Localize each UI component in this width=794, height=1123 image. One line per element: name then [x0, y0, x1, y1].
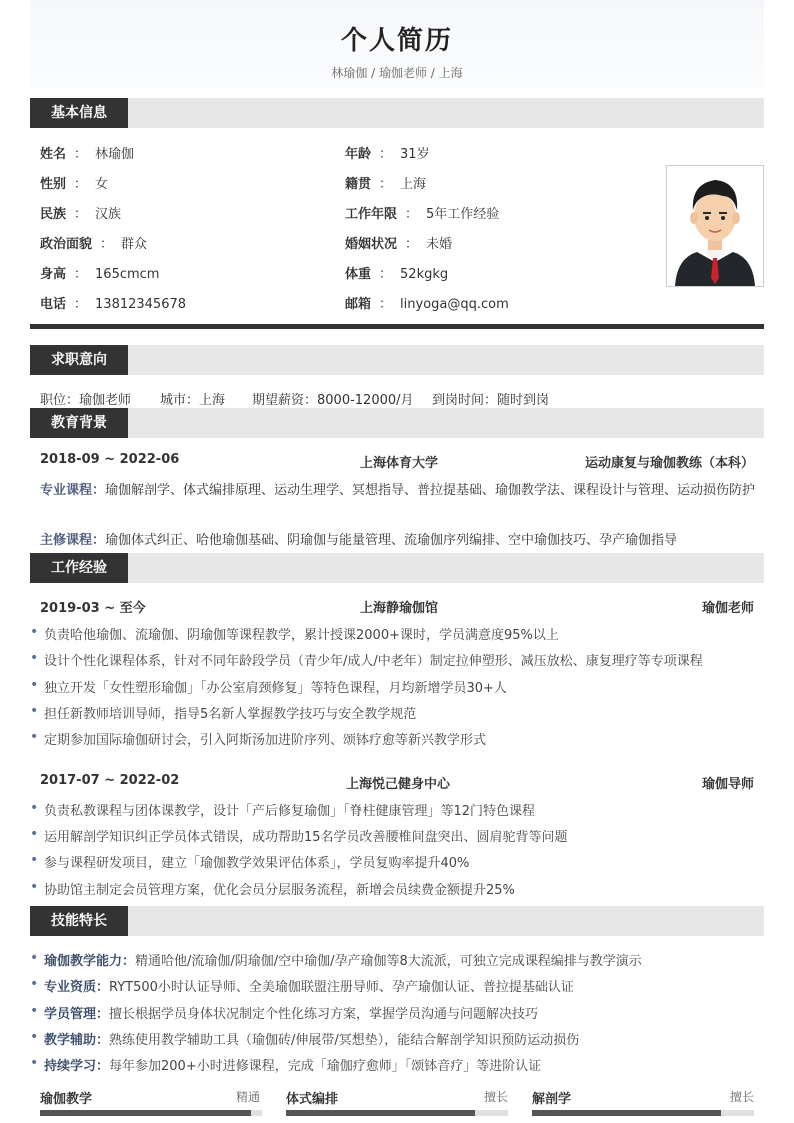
- resume-page: [30, 0, 764, 1123]
- skill-item: [44, 950, 642, 969]
- skill-item: [44, 976, 574, 995]
- info-row-political: [40, 233, 147, 252]
- info-value: 未婚: [426, 237, 453, 252]
- skill-item: [44, 1029, 579, 1048]
- job-item: • 设计个性化课程体系，针对不同年龄段学员（青少年/成人/中老年）制定拉伸塑形、减压放松、康复理疗等专项课程: [44, 650, 703, 669]
- skill-label: 持续学习：: [44, 1059, 110, 1074]
- skill-label: 教学辅助：: [44, 1033, 110, 1048]
- info-label: 政治面貌: [40, 237, 93, 252]
- info-label: 工作年限: [345, 207, 398, 222]
- job-role: 瑜伽导师: [701, 777, 754, 792]
- info-value: 165cmcm: [95, 267, 160, 282]
- skill-item: [44, 1055, 541, 1074]
- skill-bar-level: 精通: [236, 1090, 261, 1104]
- edu-main: [40, 529, 764, 548]
- info-colon: ：: [74, 177, 88, 192]
- skill-text: RYT500小时认证导师、全美瑜伽联盟注册导师、孕产瑜伽认证、普拉提基础认证: [109, 980, 574, 995]
- skill-text: 熟练使用教学辅助工具（瑜伽砖/伸展带/冥想垫），能结合解剖学知识预防运动损伤: [109, 1033, 580, 1048]
- info-value: 汉族: [95, 207, 122, 222]
- skill-bar-name: 瑜伽教学: [40, 1092, 93, 1107]
- section-intent: [30, 345, 764, 375]
- skill-bar-fill: [286, 1110, 475, 1116]
- job-item: • 担任新教师培训导师，指导5名新人掌握教学技巧与安全教学规范: [44, 703, 416, 722]
- job-period: 2019-03 ~ 至今: [40, 601, 146, 616]
- intent-arrival: 到岗时间：随时到岗: [432, 393, 550, 408]
- info-colon: ：: [379, 147, 393, 162]
- info-row-name: [40, 143, 134, 162]
- info-row-gender: [40, 173, 108, 192]
- info-value: 林瑜伽: [95, 147, 135, 162]
- skill-text: 精通哈他/流瑜伽/阴瑜伽/空中瑜伽/孕产瑜伽等8大流派，可独立完成课程编排与教学演示: [135, 954, 642, 969]
- skill-label: 学员管理：: [44, 1007, 110, 1022]
- info-value: 13812345678: [95, 297, 187, 312]
- info-label: 体重: [345, 267, 372, 282]
- info-label: 籍贯: [345, 177, 372, 192]
- skill-bar-name: 体式编排: [286, 1092, 339, 1107]
- info-value: 31岁: [400, 147, 430, 162]
- edu-main-label: 主修课程：: [40, 533, 106, 548]
- skill-bar-track: [286, 1110, 508, 1116]
- info-row-phone: [40, 293, 186, 312]
- job-item: • 负责私教课程与团体课教学，设计「产后修复瑜伽」「脊柱健康管理」等12门特色课程: [44, 800, 535, 819]
- page-subtitle: 林瑜伽 / 瑜伽老师 / 上海: [331, 66, 463, 80]
- edu-school: 上海体育大学: [360, 456, 439, 471]
- avatar: [666, 165, 764, 287]
- intent-position: 职位：瑜伽老师: [40, 393, 132, 408]
- skill-label: 瑜伽教学能力：: [44, 954, 136, 969]
- skill-bar-level: 擅长: [484, 1090, 509, 1104]
- edu-major: 运动康复与瑜伽教练（本科）: [584, 456, 754, 471]
- avatar-illustration: [667, 166, 763, 286]
- skill-bar-fill: [40, 1110, 251, 1116]
- info-colon: ：: [379, 297, 393, 312]
- section-education: [30, 408, 764, 438]
- info-label: 电话: [40, 297, 67, 312]
- job-role: 瑜伽老师: [701, 601, 754, 616]
- job-item: • 参与课程研发项目，建立「瑜伽教学效果评估体系」，学员复购率提升40%: [44, 852, 469, 871]
- skill-text: 每年参加200+小时进修课程，完成「瑜伽疗愈师」「颂钵音疗」等进阶认证: [109, 1059, 542, 1074]
- info-row-height: [40, 263, 159, 282]
- divider: [30, 324, 764, 329]
- info-value: 52kgkg: [400, 267, 449, 282]
- info-label: 婚姻状况: [345, 237, 398, 252]
- info-colon: ：: [74, 207, 88, 222]
- intent-salary: 期望薪资：8000-12000/月: [252, 393, 414, 408]
- job-item: • 负责哈他瑜伽、流瑜伽、阴瑜伽等课程教学，累计授课2000+课时，学员满意度95%以上: [44, 624, 559, 643]
- job-company: 上海悦己健身中心: [346, 777, 451, 792]
- skill-bar-level: 擅长: [730, 1090, 755, 1104]
- section-work: [30, 553, 764, 583]
- info-row-weight: [345, 263, 448, 282]
- info-row-ethnicity: [40, 203, 121, 222]
- info-colon: ：: [74, 267, 88, 282]
- edu-period: 2018-09 ~ 2022-06: [40, 452, 180, 467]
- job-company: 上海静瑜伽馆: [360, 601, 439, 616]
- info-label: 身高: [40, 267, 67, 282]
- info-colon: ：: [405, 207, 419, 222]
- edu-main-text: 瑜伽体式纠正、哈他瑜伽基础、阴瑜伽与能量管理、流瑜伽序列编排、空中瑜伽技巧、孕产瑜伽指导: [105, 533, 678, 548]
- page-title: 个人简历: [340, 26, 453, 56]
- skill-bar-track: [40, 1110, 262, 1116]
- info-value: 群众: [121, 237, 148, 252]
- section-title-intent: 求职意向: [30, 345, 128, 375]
- job-period: 2017-07 ~ 2022-02: [40, 773, 180, 788]
- section-title-education: 教育背景: [30, 408, 128, 438]
- job-item: • 运用解剖学知识纠正学员体式错误，成功帮助15名学员改善腰椎间盘突出、圆肩驼背等问题: [44, 826, 568, 845]
- info-label: 邮箱: [345, 297, 372, 312]
- section-title-skills: 技能特长: [30, 906, 128, 936]
- job-item: • 协助馆主制定会员管理方案，优化会员分层服务流程，新增会员续费金额提升25%: [44, 879, 515, 898]
- skill-bar-name: 解剖学: [532, 1092, 572, 1107]
- skill-text: 擅长根据学员身体状况制定个性化练习方案，掌握学员沟通与问题解决技巧: [109, 1007, 539, 1022]
- info-row-marital: [345, 233, 452, 252]
- skill-bar-fill: [532, 1110, 721, 1116]
- skill-bar-track: [532, 1110, 754, 1116]
- job-item: • 独立开发「女性塑形瑜伽」「办公室肩颈修复」等特色课程，月均新增学员30+人: [44, 677, 507, 696]
- info-value: 上海: [400, 177, 427, 192]
- section-title-basic: 基本信息: [30, 98, 128, 128]
- info-value: linyoga@qq.com: [400, 297, 509, 312]
- info-colon: ：: [74, 147, 88, 162]
- info-colon: ：: [379, 177, 393, 192]
- info-label: 民族: [40, 207, 67, 222]
- info-label: 性别: [40, 177, 67, 192]
- info-colon: ：: [100, 237, 114, 252]
- info-row-hometown: [345, 173, 426, 192]
- info-row-email: [345, 293, 509, 312]
- info-colon: ：: [74, 297, 88, 312]
- intent-city: 城市：上海: [160, 393, 226, 408]
- edu-courses: [40, 479, 764, 498]
- info-colon: ：: [405, 237, 419, 252]
- skill-label: 专业资质：: [44, 980, 110, 995]
- section-basic: [30, 98, 764, 128]
- skill-item: [44, 1003, 538, 1022]
- info-label: 姓名: [40, 147, 67, 162]
- section-skills: [30, 906, 764, 936]
- info-row-years: [345, 203, 499, 222]
- info-label: 年龄: [345, 147, 372, 162]
- info-value: 5年工作经验: [426, 207, 500, 222]
- section-title-work: 工作经验: [30, 553, 128, 583]
- edu-courses-label: 专业课程：: [40, 483, 106, 498]
- info-value: 女: [95, 177, 109, 192]
- info-colon: ：: [379, 267, 393, 282]
- info-row-age: [345, 143, 430, 162]
- edu-courses-text: 瑜伽解剖学、体式编排原理、运动生理学、冥想指导、普拉提基础、瑜伽教学法、课程设计与管理、运动损伤防护: [105, 483, 756, 498]
- job-item: • 定期参加国际瑜伽研讨会，引入阿斯汤加进阶序列、颂钵疗愈等新兴教学形式: [44, 729, 486, 748]
